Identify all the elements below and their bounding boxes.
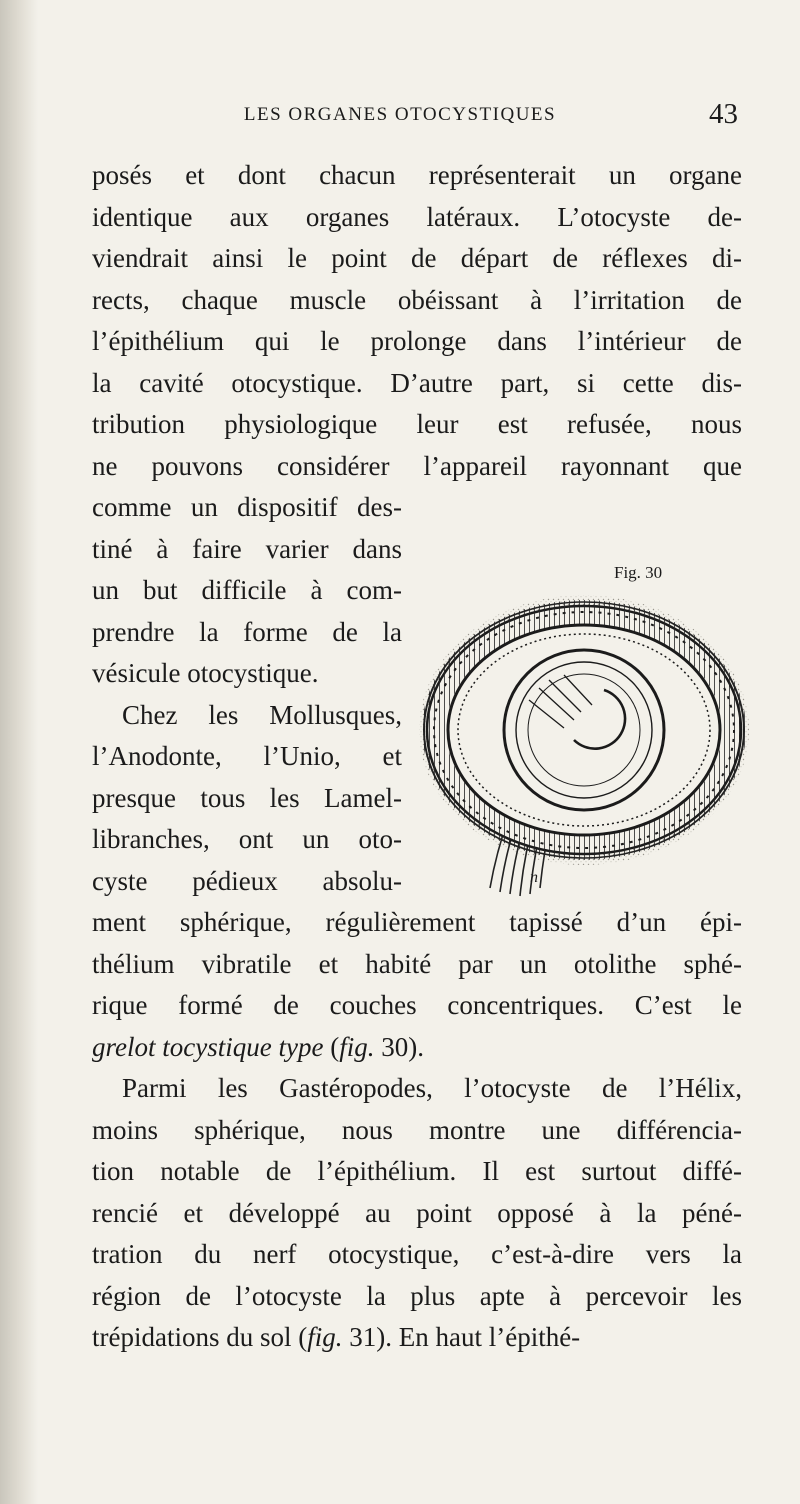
text-line: posés et dont chacun représenterait un organe xyxy=(92,160,742,190)
figure-label: Fig. 30 xyxy=(614,563,663,582)
text-line: tribution physiologique leur est refusée, nous xyxy=(92,409,742,439)
text-line: comme un dispositif des- xyxy=(92,492,402,522)
running-title: LES ORGANES OTOCYSTIQUES xyxy=(243,104,557,125)
text-line: Parmi les Gastéropodes, l’otocyste de l’Hélix, xyxy=(122,1073,742,1103)
text-line-figure-ref xyxy=(92,1317,742,1359)
text-line: région de l’otocyste la plus apte à percevoir les xyxy=(92,1280,742,1311)
fig-ref: fig. xyxy=(307,1322,343,1352)
text-end: 31). En haut l’épithé- xyxy=(342,1322,581,1352)
page-number: 43 xyxy=(709,98,738,130)
text-line: rique formé de couches concentriques. C’est le xyxy=(92,990,742,1020)
body-text xyxy=(92,155,742,1359)
paren-open: ( xyxy=(323,1031,340,1062)
text-line: viendrait ainsi le point de départ de réflexes di- xyxy=(92,243,742,273)
text-start: trépidations du sol ( xyxy=(92,1322,308,1352)
text-line: ment sphérique, régulièrement tapissé d’un épi- xyxy=(92,907,742,937)
text-line: thélium vibratile et habité par un otolithe sphé- xyxy=(92,948,742,979)
text-line: tion notable de l’épithélium. Il est surtout diffé- xyxy=(92,1156,742,1186)
figure-letter: n xyxy=(530,869,538,886)
paren-close: 30). xyxy=(374,1031,424,1062)
page-edge-shadow xyxy=(0,0,38,1504)
text-line: Chez les Mollusques, xyxy=(122,699,402,730)
text-line: ne pouvons considérer l’appareil rayonnant que xyxy=(92,450,742,481)
text-line: libranches, ont un oto- xyxy=(92,824,402,854)
fig-ref: fig. xyxy=(339,1031,375,1062)
text-line: prendre la forme de la xyxy=(92,616,402,647)
text-line: presque tous les Lamel- xyxy=(92,782,402,813)
italic-term: grelot tocystique type xyxy=(92,1031,324,1062)
page-header xyxy=(0,98,800,144)
text-line: l’Anodonte, l’Unio, et xyxy=(92,741,402,771)
text-line: tration du nerf otocystique, c’est-à-dire vers la xyxy=(92,1239,742,1269)
text-line: l’épithélium qui le prolonge dans l’intérieur de xyxy=(92,326,742,356)
text-line: rects, chaque muscle obéissant à l’irritation de xyxy=(92,284,742,315)
text-line: rencié et développé au point opposé à la péné- xyxy=(92,1197,742,1228)
text-line: cyste pédieux absolu- xyxy=(92,865,402,896)
text-line-figure-ref xyxy=(92,1027,742,1069)
text-line: identique aux organes latéraux. L’otocyste de- xyxy=(92,201,742,232)
text-line: la cavité otocystique. D’autre part, si cette dis- xyxy=(92,367,742,398)
text-line: vésicule otocystique. xyxy=(92,658,319,688)
text-line: un but difficile à com- xyxy=(92,575,402,605)
text-line: moins sphérique, nous montre une différencia- xyxy=(92,1114,742,1145)
text-line: tiné à faire varier dans xyxy=(92,533,402,564)
